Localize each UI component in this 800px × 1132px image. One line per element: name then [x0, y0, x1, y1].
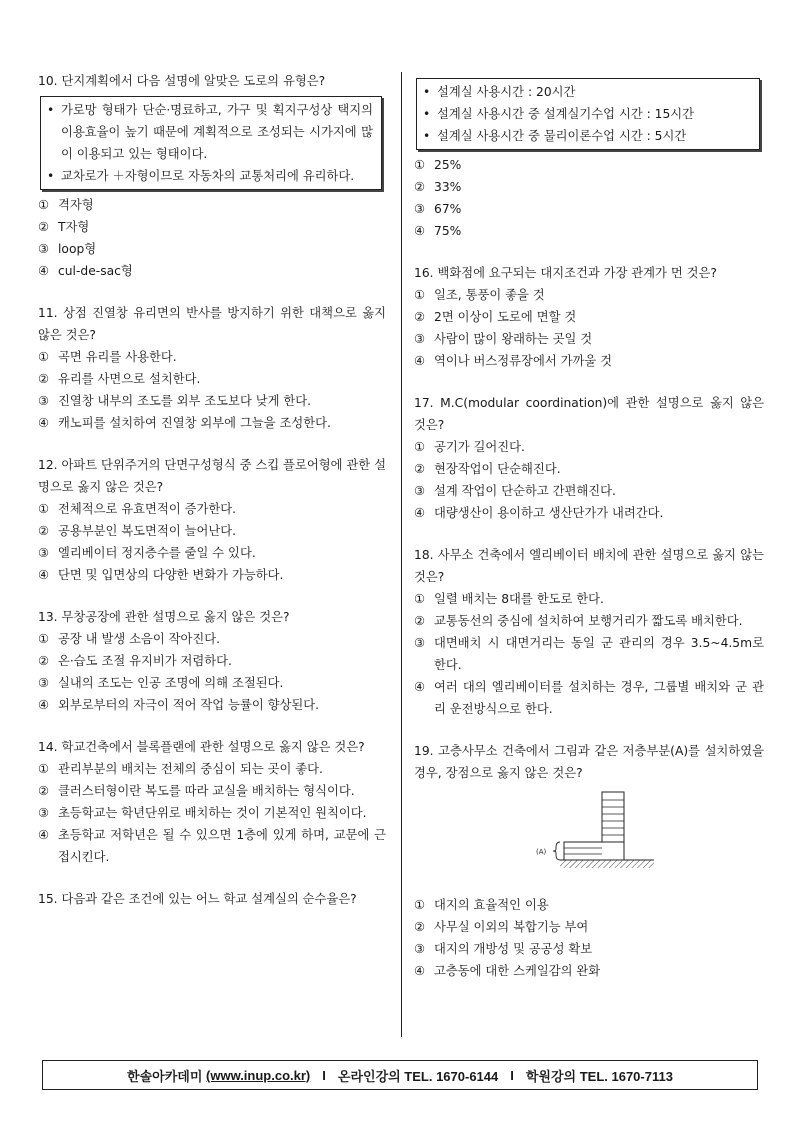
- option-marker: ④: [38, 828, 50, 842]
- box-item-text: 가로망 형태가 단순·명료하고, 가구 및 획지구성상 택지의 이용효율이 높기 때문에 계획적으로 조성되는 시가지에 많이 이용되고 있는 형태이다.: [61, 103, 373, 161]
- option-marker: ③: [38, 394, 50, 408]
- option-text: 25%: [434, 158, 462, 172]
- option-marker: ②: [414, 462, 426, 476]
- option-2[interactable]: [414, 458, 764, 480]
- option-text: 실내의 조도는 인공 조명에 의해 조절된다.: [58, 676, 284, 690]
- option-2[interactable]: [38, 780, 386, 802]
- bullet-icon: •: [423, 85, 431, 99]
- box-item: [47, 165, 373, 187]
- option-text: 교통동선의 중심에 설치하여 보행거리가 짧도록 배치한다.: [434, 614, 743, 628]
- question-title: 18. 사무소 건축에서 엘리베이터 배치에 관한 설명으로 옳지 않는 것은?: [414, 548, 764, 584]
- option-text: 일조, 통풍이 좋을 것: [434, 288, 545, 302]
- option-4[interactable]: [414, 676, 764, 720]
- option-marker: ③: [38, 806, 50, 820]
- question-14: [38, 736, 386, 868]
- option-marker: ③: [38, 546, 50, 560]
- box-item: [423, 81, 751, 103]
- option-marker: ③: [414, 332, 426, 346]
- option-text: 초등학교는 학년단위로 배치하는 것이 기본적인 원칙이다.: [58, 806, 367, 820]
- bullet-icon: •: [47, 169, 55, 183]
- option-text: 여러 대의 엘리베이터를 설치하는 경우, 그룹별 배치와 군 관리 운전방식으로 한다.: [434, 680, 764, 716]
- option-1[interactable]: [414, 588, 764, 610]
- option-marker: ①: [414, 158, 426, 172]
- option-1[interactable]: [414, 436, 764, 458]
- option-3[interactable]: [38, 238, 386, 260]
- option-3[interactable]: [414, 198, 764, 220]
- option-text: loop형: [58, 242, 97, 256]
- option-text: 공기가 길어진다.: [434, 440, 525, 454]
- option-4[interactable]: [414, 502, 764, 524]
- option-text: 캐노피를 설치하여 진열창 외부에 그늘을 조성한다.: [58, 416, 331, 430]
- option-text: 외부로부터의 자극이 적어 작업 능률이 향상된다.: [58, 698, 320, 712]
- box-item-text: 설계실 사용시간 : 20시간: [437, 85, 576, 99]
- option-marker: ②: [38, 372, 50, 386]
- option-text: 전체적으로 유효면적이 증가한다.: [58, 502, 237, 516]
- option-marker: ①: [38, 502, 50, 516]
- podium-block: [564, 842, 624, 860]
- bullet-icon: •: [47, 103, 55, 117]
- option-1[interactable]: [414, 284, 764, 306]
- option-1[interactable]: [38, 346, 386, 368]
- box-item-text: 설계실 사용시간 중 물리이론수업 시간 : 5시간: [437, 129, 687, 143]
- option-marker: ③: [414, 942, 426, 956]
- option-marker: ④: [38, 568, 50, 582]
- option-text: 역이나 버스정류장에서 가까울 것: [434, 354, 613, 368]
- option-1[interactable]: [38, 498, 386, 520]
- building-figure: [534, 790, 654, 882]
- condition-box: [40, 96, 382, 190]
- question-15: [38, 888, 386, 910]
- option-2[interactable]: [414, 916, 764, 938]
- podium-label: (A): [536, 848, 547, 856]
- option-text: 대면배치 시 대면거리는 동일 군 관리의 경우 3.5~4.5m로 한다.: [434, 636, 764, 672]
- option-4[interactable]: [414, 220, 764, 242]
- option-marker: ②: [414, 614, 426, 628]
- option-text: 75%: [434, 224, 462, 238]
- option-text: T자형: [58, 220, 90, 234]
- option-4[interactable]: [38, 564, 386, 586]
- question-title: 14. 학교건축에서 블록플랜에 관한 설명으로 옳지 않은 것은?: [38, 740, 365, 754]
- option-marker: ①: [414, 288, 426, 302]
- option-marker: ②: [414, 180, 426, 194]
- option-marker: ①: [38, 762, 50, 776]
- option-text: 초등학교 저학년은 될 수 있으면 1층에 있게 하며, 교문에 근접시킨다.: [58, 828, 386, 864]
- option-text: 공장 내 발생 소음이 작아진다.: [58, 632, 221, 646]
- option-marker: ①: [38, 632, 50, 646]
- ground-hatch: [560, 860, 654, 868]
- option-1[interactable]: [414, 154, 764, 176]
- option-marker: ①: [414, 898, 426, 912]
- question-18: [414, 544, 764, 720]
- option-1[interactable]: [38, 194, 386, 216]
- question-12: [38, 454, 386, 586]
- option-2[interactable]: [38, 368, 386, 390]
- question-title: 16. 백화점에 요구되는 대지조건과 가장 관계가 먼 것은?: [414, 266, 717, 280]
- option-3[interactable]: [38, 672, 386, 694]
- question-title: 12. 아파트 단위주거의 단면구성형식 중 스킵 플로어형에 관한 설명으로 옳지 않은 것은?: [38, 458, 386, 494]
- academy-name: 한솔아카데미: [127, 1068, 203, 1084]
- option-text: 격자형: [58, 198, 94, 212]
- right-column: [414, 70, 764, 1002]
- option-marker: ②: [414, 920, 426, 934]
- option-2[interactable]: [38, 216, 386, 238]
- question-11: [38, 302, 386, 434]
- option-text: 진열창 내부의 조도를 외부 조도보다 낮게 한다.: [58, 394, 312, 408]
- footer-separator: I: [322, 1067, 326, 1083]
- option-text: 유리를 사면으로 설치한다.: [58, 372, 201, 386]
- option-4[interactable]: [414, 350, 764, 372]
- question-title: 15. 다음과 같은 조건에 있는 어느 학교 설계실의 순수율은?: [38, 892, 357, 906]
- option-marker: ②: [38, 220, 50, 234]
- offline-lecture-phone: 학원강의 TEL. 1670-7113: [525, 1068, 673, 1084]
- option-text: 대지의 효율적인 이용: [434, 898, 549, 912]
- option-marker: ④: [414, 354, 426, 368]
- option-text: 관리부분의 배치는 전체의 중심이 되는 곳이 좋다.: [58, 762, 323, 776]
- option-marker: ④: [38, 698, 50, 712]
- option-3[interactable]: [414, 938, 764, 960]
- option-marker: ④: [38, 264, 50, 278]
- academy-url-link[interactable]: (www.inup.co.kr): [206, 1067, 311, 1083]
- option-2[interactable]: [38, 650, 386, 672]
- option-text: 사무실 이외의 복합기능 부여: [434, 920, 589, 934]
- online-lecture-phone: 온라인강의 TEL. 1670-6144: [337, 1068, 499, 1084]
- box-item: [423, 103, 751, 125]
- option-3[interactable]: [414, 632, 764, 676]
- option-marker: ①: [38, 198, 50, 212]
- option-2[interactable]: [414, 306, 764, 328]
- option-text: 대량생산이 용이하고 생산단가가 내려간다.: [434, 506, 664, 520]
- option-1[interactable]: [38, 758, 386, 780]
- question-17: [414, 392, 764, 524]
- option-text: 대지의 개방성 및 공공성 확보: [434, 942, 593, 956]
- option-4[interactable]: [38, 412, 386, 434]
- option-4[interactable]: [38, 694, 386, 716]
- question-16: [414, 262, 764, 372]
- option-text: 67%: [434, 202, 462, 216]
- option-text: 현장작업이 단순해진다.: [434, 462, 561, 476]
- question-title: 10. 단지계획에서 다음 설명에 알맞은 도로의 유형은?: [38, 74, 326, 88]
- question-title: 11. 상점 진열창 유리면의 반사를 방지하기 위한 대책으로 옳지 않은 것은?: [38, 306, 386, 342]
- option-text: 단면 및 입면상의 다양한 변화가 가능하다.: [58, 568, 284, 582]
- option-2[interactable]: [38, 520, 386, 542]
- box-item-text: 설계실 사용시간 중 설계실기수업 시간 : 15시간: [437, 107, 695, 121]
- option-marker: ④: [414, 506, 426, 520]
- question-title: 17. M.C(modular coordination)에 관한 설명으로 옳지 않은 것은?: [414, 396, 764, 432]
- column-divider: [401, 72, 402, 1037]
- option-marker: ④: [414, 224, 426, 238]
- option-text: 클러스터형이란 복도를 따라 교실을 배치하는 형식이다.: [58, 784, 355, 798]
- option-4[interactable]: [38, 260, 386, 282]
- left-column: [38, 70, 386, 930]
- option-text: 2면 이상이 도로에 면할 것: [434, 310, 577, 324]
- question-title: 19. 고층사무소 건축에서 그림과 같은 저층부분(A)를 설치하였을 경우, 장점으로 옳지 않은 것은?: [414, 744, 764, 780]
- option-3[interactable]: [38, 542, 386, 564]
- box-item: [423, 125, 751, 147]
- option-3[interactable]: [414, 480, 764, 502]
- option-marker: ②: [38, 784, 50, 798]
- option-1[interactable]: [414, 894, 764, 916]
- option-marker: ①: [38, 350, 50, 364]
- option-1[interactable]: [38, 628, 386, 650]
- box-item-text: 교차로가 ＋자형이므로 자동차의 교통처리에 유리하다.: [61, 169, 355, 183]
- option-3[interactable]: [414, 328, 764, 350]
- option-4[interactable]: [414, 960, 764, 982]
- option-marker: ③: [38, 676, 50, 690]
- option-marker: ③: [414, 636, 426, 650]
- option-marker: ④: [38, 416, 50, 430]
- question-10: [38, 70, 386, 282]
- option-3[interactable]: [38, 390, 386, 412]
- condition-box: [416, 78, 760, 150]
- question-19: [414, 740, 764, 982]
- option-2[interactable]: [414, 610, 764, 632]
- option-text: 일렬 배치는 8대를 한도로 한다.: [434, 592, 604, 606]
- option-marker: ②: [414, 310, 426, 324]
- option-marker: ③: [414, 202, 426, 216]
- option-text: 공용부분인 복도면적이 늘어난다.: [58, 524, 237, 538]
- option-text: 엘리베이터 정지층수를 줄일 수 있다.: [58, 546, 256, 560]
- box-item: [47, 99, 373, 165]
- option-text: 설계 작업이 단순하고 간편해진다.: [434, 484, 616, 498]
- option-text: 고층동에 대한 스케일감의 완화: [434, 964, 601, 978]
- option-text: 33%: [434, 180, 462, 194]
- bullet-icon: •: [423, 107, 431, 121]
- footer-banner: [42, 1060, 758, 1090]
- bullet-icon: •: [423, 129, 431, 143]
- high-rise-with-podium-diagram: [534, 790, 654, 882]
- option-2[interactable]: [414, 176, 764, 198]
- question-title: 13. 무창공장에 관한 설명으로 옳지 않은 것은?: [38, 610, 290, 624]
- option-text: cul-de-sac형: [58, 264, 133, 278]
- option-3[interactable]: [38, 802, 386, 824]
- option-text: 온·습도 조절 유지비가 저렴하다.: [58, 654, 232, 668]
- option-marker: ②: [38, 654, 50, 668]
- option-text: 곡면 유리를 사용한다.: [58, 350, 177, 364]
- option-text: 사람이 많이 왕래하는 곳일 것: [434, 332, 593, 346]
- option-marker: ③: [38, 242, 50, 256]
- question-15-continued: [414, 78, 764, 242]
- option-marker: ①: [414, 592, 426, 606]
- option-marker: ④: [414, 964, 426, 978]
- option-marker: ①: [414, 440, 426, 454]
- option-marker: ④: [414, 680, 426, 694]
- option-marker: ③: [414, 484, 426, 498]
- option-marker: ②: [38, 524, 50, 538]
- option-4[interactable]: [38, 824, 386, 868]
- footer-separator: I: [510, 1067, 514, 1083]
- question-13: [38, 606, 386, 716]
